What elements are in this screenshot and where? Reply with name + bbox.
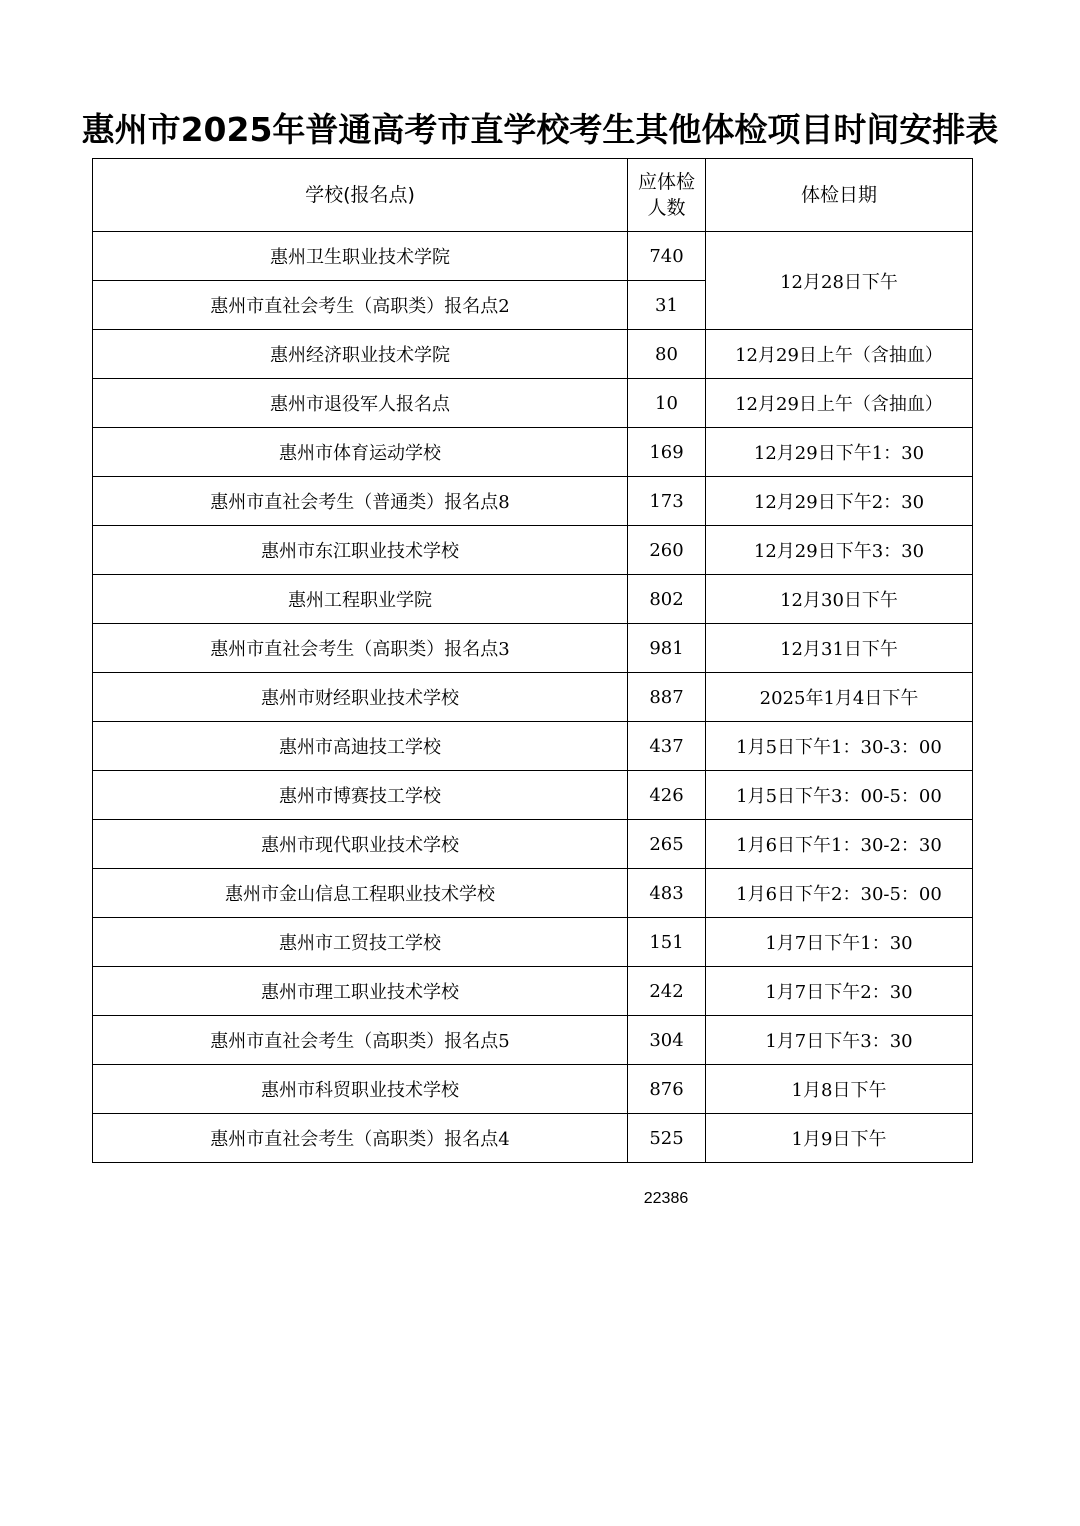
table-row bbox=[93, 820, 973, 869]
cell-count: 483 bbox=[628, 869, 706, 918]
cell-count: 525 bbox=[628, 1114, 706, 1163]
table-row bbox=[93, 918, 973, 967]
table-row bbox=[93, 967, 973, 1016]
schedule-table bbox=[92, 158, 973, 1163]
cell-school: 惠州市直社会考生（普通类）报名点8 bbox=[93, 477, 628, 526]
cell-school: 惠州工程职业学院 bbox=[93, 575, 628, 624]
cell-count: 31 bbox=[628, 281, 706, 330]
cell-count: 981 bbox=[628, 624, 706, 673]
header-count-line1: 应体检 bbox=[637, 171, 695, 193]
table-row bbox=[93, 1065, 973, 1114]
table-row bbox=[93, 526, 973, 575]
table-row bbox=[93, 379, 973, 428]
page-title: 惠州市2025年普通高考市直学校考生其他体检项目时间安排表 bbox=[81, 110, 999, 149]
cell-date: 1月7日下午3：30 bbox=[706, 1016, 973, 1065]
cell-school: 惠州市退役军人报名点 bbox=[93, 379, 628, 428]
cell-school: 惠州市博赛技工学校 bbox=[93, 771, 628, 820]
cell-date: 1月7日下午1：30 bbox=[706, 918, 973, 967]
cell-school: 惠州市直社会考生（高职类）报名点2 bbox=[93, 281, 628, 330]
cell-count: 151 bbox=[628, 918, 706, 967]
cell-count: 80 bbox=[628, 330, 706, 379]
cell-school: 惠州市理工职业技术学校 bbox=[93, 967, 628, 1016]
table-row bbox=[93, 477, 973, 526]
cell-school: 惠州市工贸技工学校 bbox=[93, 918, 628, 967]
cell-date: 1月5日下午3：00-5：00 bbox=[706, 771, 973, 820]
table-row bbox=[93, 1114, 973, 1163]
cell-school: 惠州市直社会考生（高职类）报名点5 bbox=[93, 1016, 628, 1065]
cell-date: 12月30日下午 bbox=[706, 575, 973, 624]
cell-count: 426 bbox=[628, 771, 706, 820]
cell-count: 740 bbox=[628, 232, 706, 281]
cell-date: 1月5日下午1：30-3：00 bbox=[706, 722, 973, 771]
cell-school: 惠州市高迪技工学校 bbox=[93, 722, 628, 771]
header-school: 学校(报名点) bbox=[93, 159, 628, 232]
cell-date: 1月6日下午2：30-5：00 bbox=[706, 869, 973, 918]
total-count: 22386 bbox=[643, 1190, 689, 1207]
cell-count: 887 bbox=[628, 673, 706, 722]
table-header-row bbox=[93, 159, 973, 232]
table-row bbox=[93, 428, 973, 477]
cell-school: 惠州市现代职业技术学校 bbox=[93, 820, 628, 869]
cell-date: 1月9日下午 bbox=[706, 1114, 973, 1163]
cell-school: 惠州市直社会考生（高职类）报名点4 bbox=[93, 1114, 628, 1163]
cell-count: 265 bbox=[628, 820, 706, 869]
cell-date: 12月28日下午 bbox=[706, 232, 973, 330]
table-row bbox=[93, 673, 973, 722]
cell-date: 2025年1月4日下午 bbox=[706, 673, 973, 722]
cell-date: 12月29日上午（含抽血） bbox=[706, 330, 973, 379]
cell-date: 12月29日上午（含抽血） bbox=[706, 379, 973, 428]
cell-date: 12月29日下午3：30 bbox=[706, 526, 973, 575]
header-count-line2: 人数 bbox=[647, 197, 686, 219]
table-row bbox=[93, 575, 973, 624]
cell-count: 802 bbox=[628, 575, 706, 624]
table-row bbox=[93, 624, 973, 673]
cell-count: 304 bbox=[628, 1016, 706, 1065]
cell-school: 惠州市东江职业技术学校 bbox=[93, 526, 628, 575]
cell-count: 242 bbox=[628, 967, 706, 1016]
cell-school: 惠州市体育运动学校 bbox=[93, 428, 628, 477]
header-date: 体检日期 bbox=[706, 159, 973, 232]
cell-school: 惠州卫生职业技术学院 bbox=[93, 232, 628, 281]
cell-date: 1月6日下午1：30-2：30 bbox=[706, 820, 973, 869]
cell-school: 惠州市财经职业技术学校 bbox=[93, 673, 628, 722]
table-row bbox=[93, 330, 973, 379]
cell-school: 惠州市直社会考生（高职类）报名点3 bbox=[93, 624, 628, 673]
cell-school: 惠州市金山信息工程职业技术学校 bbox=[93, 869, 628, 918]
table-row bbox=[93, 232, 973, 281]
table-row bbox=[93, 771, 973, 820]
cell-date: 12月29日下午2：30 bbox=[706, 477, 973, 526]
table-row bbox=[93, 722, 973, 771]
header-count bbox=[628, 159, 706, 232]
cell-date: 12月31日下午 bbox=[706, 624, 973, 673]
table-row bbox=[93, 869, 973, 918]
cell-count: 876 bbox=[628, 1065, 706, 1114]
cell-count: 173 bbox=[628, 477, 706, 526]
cell-count: 437 bbox=[628, 722, 706, 771]
cell-count: 10 bbox=[628, 379, 706, 428]
cell-school: 惠州市科贸职业技术学校 bbox=[93, 1065, 628, 1114]
table-row bbox=[93, 1016, 973, 1065]
cell-date: 12月29日下午1：30 bbox=[706, 428, 973, 477]
cell-count: 169 bbox=[628, 428, 706, 477]
cell-school: 惠州经济职业技术学院 bbox=[93, 330, 628, 379]
cell-date: 1月7日下午2：30 bbox=[706, 967, 973, 1016]
cell-date: 1月8日下午 bbox=[706, 1065, 973, 1114]
cell-count: 260 bbox=[628, 526, 706, 575]
